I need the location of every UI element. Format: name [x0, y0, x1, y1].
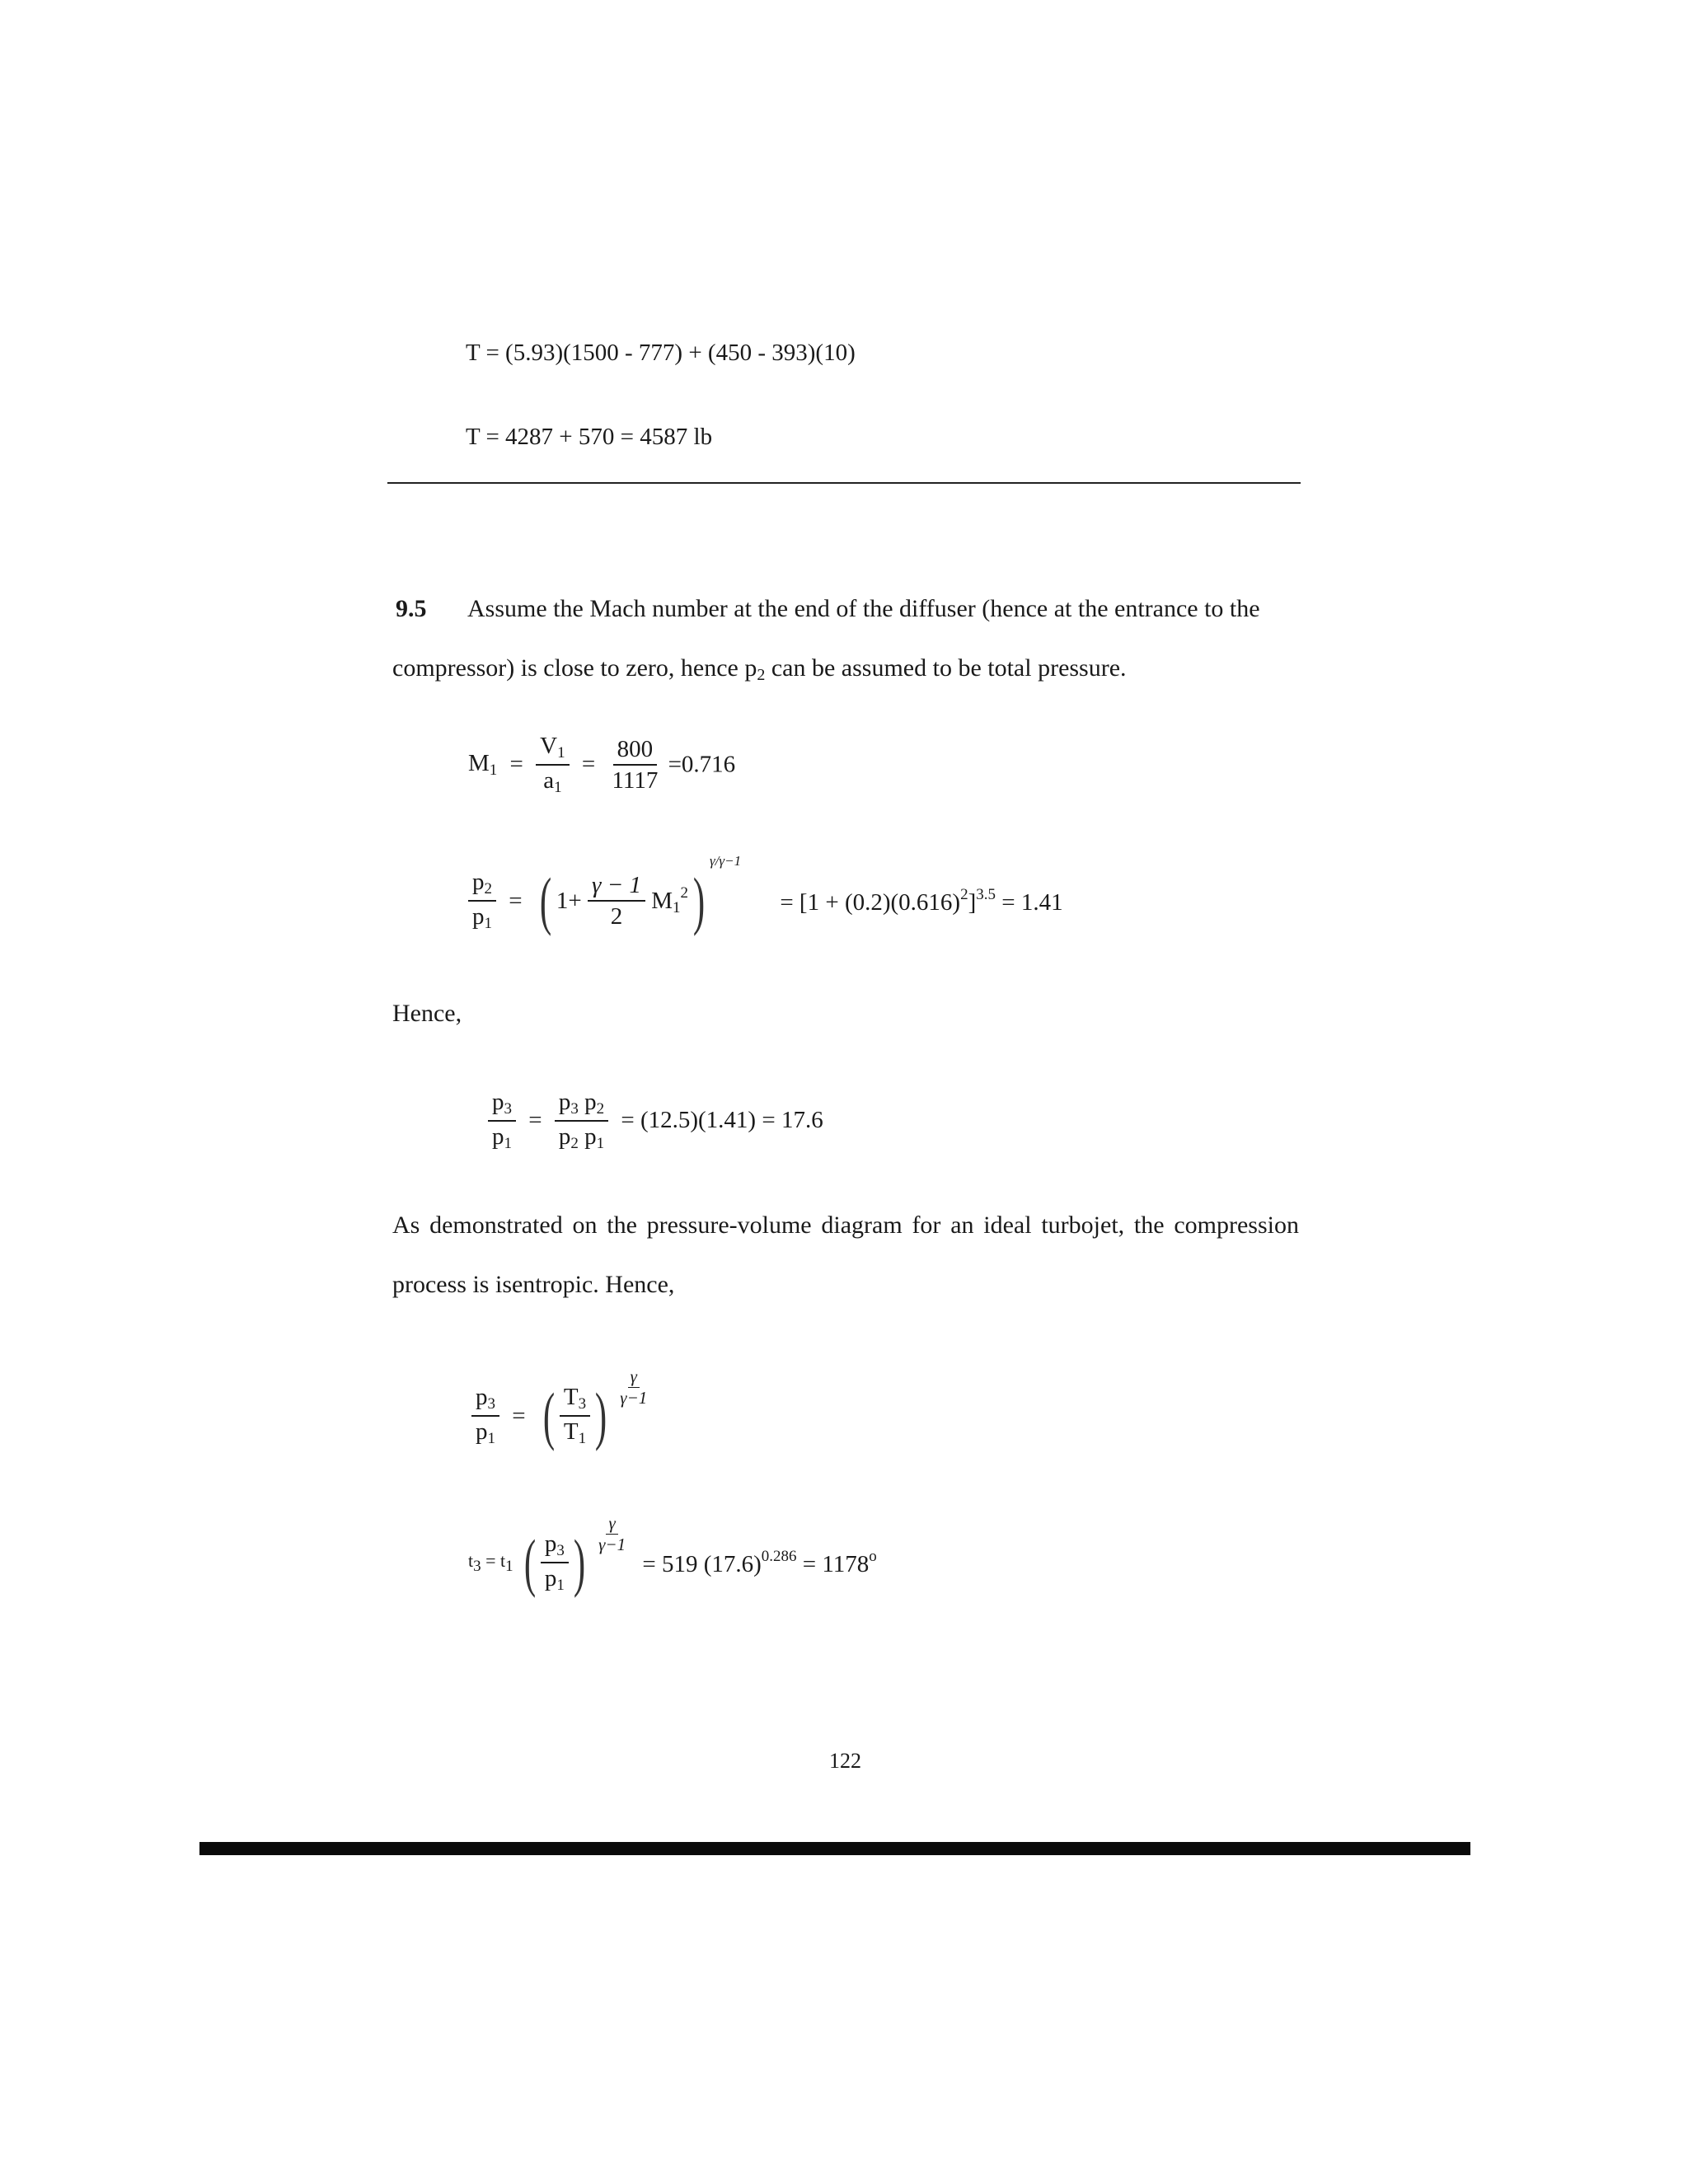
hence-label-1: Hence, — [392, 1000, 462, 1027]
mach-lhs: $M_1$ — [468, 749, 498, 779]
overall-pressure-ratio-equation: $\frac{p_3}{p_1}$ = $\frac{p_3 p_2}{p_2 p_1}$ = (12.5)(1.41) = 17.6 — [488, 1090, 823, 1152]
paragraph-isentropic-line1: As demonstrated on the pressure-volume diagram for an ideal turbojet, the compression — [392, 1212, 1299, 1239]
compressor-temperature-equation: $t_3 = t_1$ ( $\frac{p_3}{p_1}$ ) $\frac{\gamma}{\gamma-1}$ = 519 $(17.6)^{0.286} = 1178^o$ — [468, 1513, 877, 1599]
p2-over-p1-fraction: $\frac{p_2}{p_1}$ — [468, 869, 496, 932]
numeric-fraction: $\frac{800}{1117}$ — [612, 735, 659, 794]
paragraph-isentropic-line2: process is isentropic. Hence, — [392, 1271, 675, 1298]
page-number: 122 — [829, 1749, 861, 1773]
velocity-over-sound-fraction: $\frac{V_1}{a_1}$ — [536, 733, 569, 796]
problem-intro-line2: compressor) is close to zero, hence p2 can be assumed to be total pressure. — [392, 654, 1127, 684]
pressure-ratio-equation: $\frac{p_2}{p_1}$ = ( 1+ $\frac{\gamma - 1}{2}$ $M_1^2)^{\gamma/\gamma-1} = [1 + (0.2)(0.616)^2]^{3.5} = 1.41$ — [468, 853, 1063, 933]
mach-number-equation: $M_1$ = $\frac{V_1}{a_1}$ = $\frac{800}{1117}$ =0.716 — [468, 733, 736, 796]
mach-result: =0.716 — [668, 751, 736, 778]
page-bottom-bar — [199, 1842, 1470, 1855]
isentropic-relation-equation: $\frac{p_3}{p_1}$ = ( $\frac{T_3}{T_1}$ ) $\frac{\gamma}{\gamma-1}$ — [471, 1368, 649, 1448]
problem-number: 9.5 — [396, 595, 427, 622]
thrust-equation-2: T = 4287 + 570 = 4587 lb — [466, 424, 713, 450]
thrust-equation-1: T = (5.93)(1500 - 777) + (450 - 393)(10) — [466, 340, 856, 366]
problem-intro-line1: Assume the Mach number at the end of the diffuser (hence at the entrance to the — [467, 595, 1260, 622]
section-divider — [387, 482, 1301, 484]
